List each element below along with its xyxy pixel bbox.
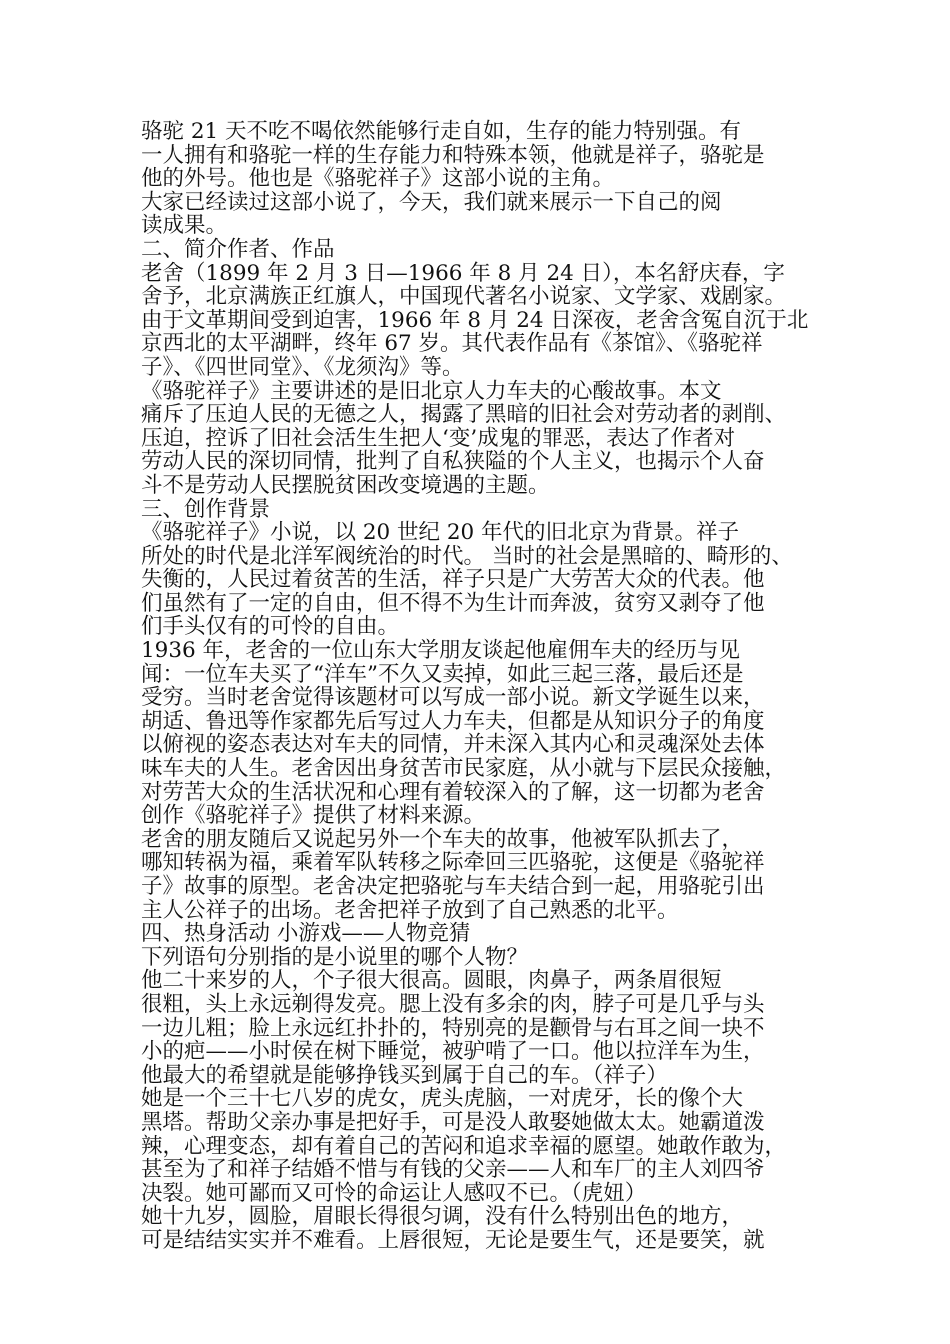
text-line: 她十九岁，圆脸，眉眼长得很匀调，没有什么特别出色的地方， — [141, 1204, 744, 1230]
text-line: 子》、《四世同堂》、《龙须沟》等。 — [141, 354, 464, 380]
text-line: 子》故事的原型。老舍决定把骆驼与车夫结合到一起，用骆驼引出 — [141, 874, 765, 899]
text-line: 骆驼 21 天不吃不喝依然能够行走自如，生存的能力特别强。有 — [141, 119, 742, 144]
text-line: 闻：一位车夫买了“洋车”不久又卖掉，如此三起三落，最后还是 — [141, 661, 744, 687]
text-line: 以俯视的姿态表达对车夫的同情，并未深入其内心和灵魂深处去体 — [141, 732, 765, 758]
text-line: 他二十来岁的人，个子很大很高。圆眼，肉鼻子，两条眉很短 — [141, 968, 722, 994]
text-line: 京西北的太平湖畔，终年 67 岁。其代表作品有《茶馆》、《骆驼祥 — [141, 331, 763, 357]
text-line: 们虽然有了一定的自由，但不得不为生计而奔波，贫穷又剥夺了他 — [141, 590, 765, 616]
text-line: 辣，心理变态，却有着自己的苦闷和追求幸福的愿望。她敢作敢为， — [141, 1133, 787, 1159]
text-line: 可是结结实实并不难看。上唇很短，无论是要生气，还是要笑，就 — [141, 1227, 765, 1253]
text-line: 《骆驼祥子》小说，以 20 世纪 20 年代的旧北京为背景。祥子 — [141, 520, 740, 546]
text-line: 下列语句分别指的是小说里的哪个人物？ — [141, 944, 529, 970]
text-line: 读成果。 — [141, 213, 228, 239]
text-line: 小的疤——小时侯在树下睡觉，被驴啃了一口。他以拉洋车为生， — [141, 1039, 765, 1065]
text-line: 黑塔。帮助父亲办事是把好手，可是没人敢娶她做太太。她霸道泼 — [141, 1109, 765, 1135]
text-line: 二、简介作者、作品 — [141, 236, 335, 262]
text-line: 她是一个三十七八岁的虎女，虎头虎脑，一对虎牙，长的像个大 — [141, 1086, 744, 1112]
text-line: 一人拥有和骆驼一样的生存能力和特殊本领，他就是祥子，骆驼是 — [141, 142, 765, 168]
text-line: 所处的时代是北洋军阀统治的时代。 当时的社会是黑暗的、畸形的、 — [141, 543, 793, 569]
text-line: 《骆驼祥子》主要讲述的是旧北京人力车夫的心酸故事。本文 — [141, 378, 722, 404]
text-line: 四、热身活动 小游戏——人物竞猜 — [141, 921, 471, 947]
text-line: 大家已经读过这部小说了，今天，我们就来展示一下自己的阅 — [141, 189, 722, 215]
text-line: 味车夫的人生。老舍因出身贫苦市民家庭，从小就与下层民众接触， — [141, 756, 787, 782]
text-line: 他的外号。他也是《骆驼祥子》这部小说的主角。 — [141, 166, 615, 192]
text-line: 胡适、鲁迅等作家都先后写过人力车夫，但都是从知识分子的角度 — [141, 708, 765, 734]
text-line: 老舍（1899 年 2 月 3 日—1966 年 8 月 24 日），本名舒庆春，字 — [141, 260, 785, 286]
text-line: 痛斥了压迫人民的无德之人，揭露了黑暗的旧社会对劳动者的剥削、 — [141, 402, 787, 428]
text-line: 老舍的朋友随后又说起另外一个车夫的故事，他被军队抓去了， — [141, 826, 744, 852]
text-line: 1936 年，老舍的一位山东大学朋友谈起他雇佣车夫的经历与见 — [141, 638, 741, 664]
text-line: 三、创作背景 — [141, 496, 271, 522]
text-line: 主人公祥子的出场。老舍把祥子放到了自己熟悉的北平。 — [141, 897, 679, 923]
text-line: 创作《骆驼祥子》提供了材料来源。 — [141, 803, 486, 829]
text-line: 们手头仅有的可怜的自由。 — [141, 614, 400, 640]
document-body — [141, 120, 821, 1253]
text-line: 一边儿粗；脸上永远红扑扑的，特别亮的是颧骨与右耳之间一块不 — [141, 1015, 765, 1041]
text-line: 压迫，控诉了旧社会活生生把人‘变’成鬼的罪恶，表达了作者对 — [141, 425, 736, 451]
text-line: 舍予，北京满族正红旗人，中国现代著名小说家、文学家、戏剧家。 — [141, 284, 787, 310]
text-line: 很粗，头上永远剃得发亮。腮上没有多余的肉，脖子可是几乎与头 — [141, 991, 765, 1017]
text-line: 他最大的希望就是能够挣钱买到属于自己的车。（祥子） — [141, 1062, 668, 1088]
text-line: 对劳苦大众的生活状况和心理有着较深入的了解，这一切都为老舍 — [141, 779, 765, 805]
text-line: 斗不是劳动人民摆脱贫困改变境遇的主题。 — [141, 472, 550, 498]
text-line: 劳动人民的深切同情，批判了自私狭隘的个人主义，也揭示个人奋 — [141, 449, 765, 475]
text-line: 甚至为了和祥子结婚不惜与有钱的父亲——人和车厂的主人刘四爷 — [141, 1157, 765, 1183]
text-line: 受穷。当时老舍觉得该题材可以写成一部小说。新文学诞生以来， — [141, 685, 765, 711]
text-line: 由于文革期间受到迫害，1966 年 8 月 24 日深夜，老舍含冤自沉于北 — [141, 307, 809, 333]
text-line: 哪知转祸为福，乘着军队转移之际牵回三匹骆驼，这便是《骆驼祥 — [141, 850, 765, 876]
text-line: 失衡的，人民过着贫苦的生活，祥子只是广大劳苦大众的代表。他 — [141, 567, 765, 593]
text-line: 决裂。她可鄙而又可怜的命运让人感叹不已。（虎妞） — [141, 1180, 647, 1206]
